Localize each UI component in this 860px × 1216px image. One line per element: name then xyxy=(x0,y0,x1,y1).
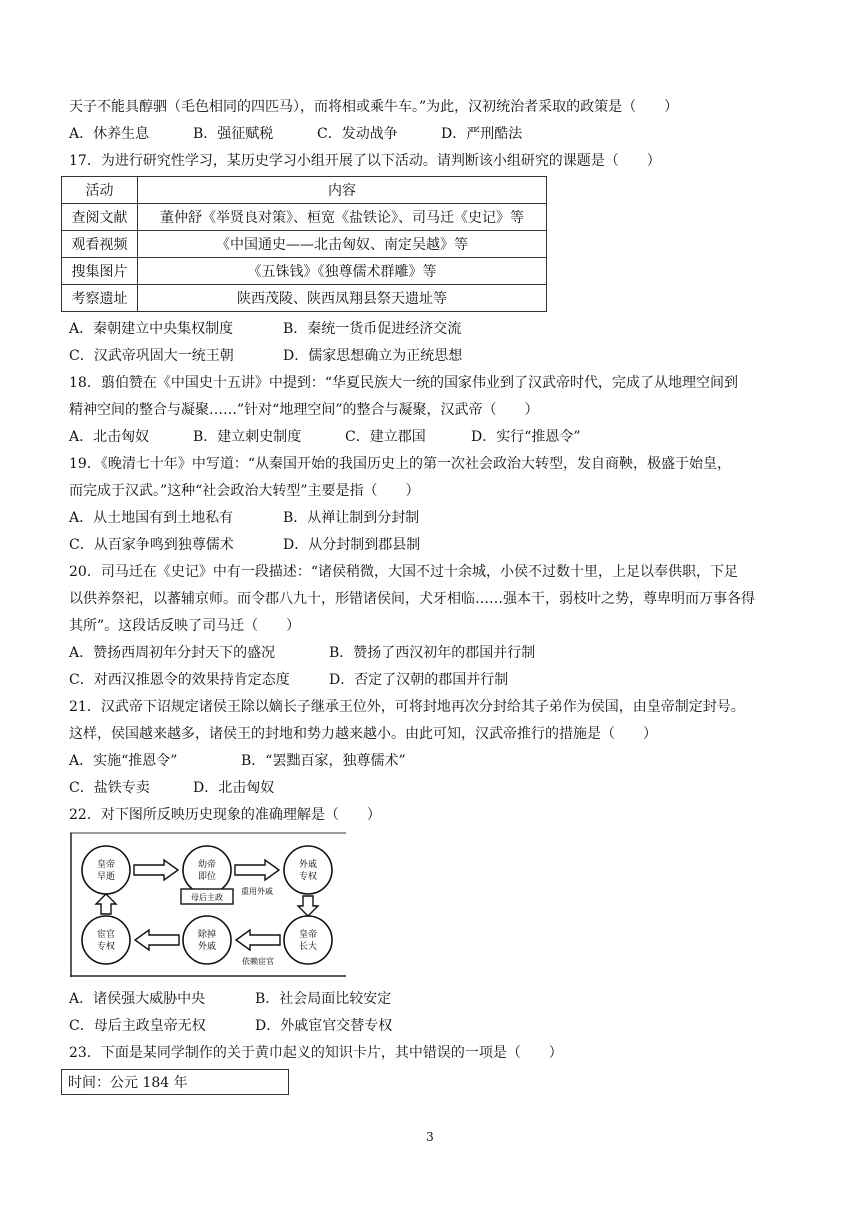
q22-option-a[interactable]: A．诸侯强大威胁中央 xyxy=(69,991,206,1007)
q19-option-c[interactable]: C．从百家争鸣到独尊儒术 xyxy=(69,537,234,553)
table-row xyxy=(62,177,547,204)
arrow-up-icon xyxy=(96,894,116,914)
table-row xyxy=(62,285,547,312)
q19-option-d[interactable]: D．从分封制到郡县制 xyxy=(283,537,421,553)
q17-option-d[interactable]: D．儒家思想确立为正统思想 xyxy=(283,348,463,364)
q18-option-a[interactable]: A．北击匈奴 xyxy=(69,429,150,445)
q22-option-b[interactable]: B．社会局面比较安定 xyxy=(255,991,392,1007)
table-row xyxy=(62,231,547,258)
q21-stem-line1: 21．汉武帝下诏规定诸侯王除以嫡长子继承王位外，可将封地再次分封给其子弟作为侯国，由皇帝制定封号。 xyxy=(69,699,745,715)
q16-option-c[interactable]: C．发动战争 xyxy=(317,126,398,142)
q22-cycle-diagram xyxy=(70,830,346,978)
q20-option-c[interactable]: C．对西汉推恩令的效果持肯定态度 xyxy=(69,672,290,688)
node-consort-kin-power xyxy=(284,846,332,894)
node-label: 即位 xyxy=(197,872,217,882)
table-cell: 《中国通史——北击匈奴、南定吴越》等 xyxy=(138,231,547,258)
table-cell: 考察遗址 xyxy=(62,285,138,312)
q17-table xyxy=(61,176,547,312)
box-label: 母后主政 xyxy=(191,893,223,902)
q19-stem-line2: 而完成于汉武。”这种“社会政治大转型”主要是指（ ） xyxy=(69,483,420,499)
arrow-right-icon xyxy=(134,860,178,880)
empress-regent-box xyxy=(181,889,233,904)
arrow-down-icon xyxy=(298,896,318,916)
node-label: 皇帝 xyxy=(96,860,116,870)
q22-stem: 22．对下图所反映历史现象的准确理解是（ ） xyxy=(69,807,381,823)
table-row xyxy=(62,258,547,285)
node-label: 专权 xyxy=(96,942,116,952)
q20-stem-line2: 以供养祭祀，以蕃辅京师。而令郡八九十，形错诸侯间，犬牙相临……强本干，弱枝叶之势，尊卑明而万事各得 xyxy=(69,591,755,607)
node-remove-consort-kin xyxy=(183,916,231,964)
node-emperor-grows-up xyxy=(284,916,332,964)
q22-option-d[interactable]: D．外戚宦官交替专权 xyxy=(255,1018,393,1034)
node-label: 长大 xyxy=(298,942,318,952)
arrow-label-use-consort-kin: 重用外戚 xyxy=(241,887,273,896)
table-cell: 查阅文献 xyxy=(62,204,138,231)
node-label: 皇帝 xyxy=(298,930,318,940)
q23-knowledge-card: 时间：公元 184 年 xyxy=(61,1069,289,1095)
q17-option-c[interactable]: C．汉武帝巩固大一统王朝 xyxy=(69,348,234,364)
q17-option-b[interactable]: B．秦统一货币促进经济交流 xyxy=(283,321,462,337)
q16-continuation: 天子不能具醇驷（毛色相同的四匹马），而将相或乘牛车。”为此，汉初统治者采取的政策是（ ） xyxy=(69,99,679,115)
q22-option-c[interactable]: C．母后主政皇帝无权 xyxy=(69,1018,206,1034)
q18-stem-line2: 精神空间的整合与凝聚……”针对“地理空间”的整合与凝聚，汉武帝（ ） xyxy=(69,402,539,418)
q20-option-d[interactable]: D．否定了汉朝的郡国并行制 xyxy=(329,672,509,688)
arrow-left-icon xyxy=(135,930,179,950)
node-label: 外戚 xyxy=(197,942,217,952)
node-young-emperor xyxy=(183,846,231,894)
table-cell: 搜集图片 xyxy=(62,258,138,285)
table-cell: 《五铢钱》《独尊儒术群雕》等 xyxy=(138,258,547,285)
node-label: 幼帝 xyxy=(197,860,217,870)
q16-option-b[interactable]: B．强征赋税 xyxy=(193,126,274,142)
node-emperor-early-death xyxy=(82,846,130,894)
q17-option-a[interactable]: A．秦朝建立中央集权制度 xyxy=(69,321,234,337)
node-eunuch-power xyxy=(82,916,130,964)
arrow-left-icon xyxy=(236,930,280,950)
q20-option-b[interactable]: B．赞扬了西汉初年的郡国并行制 xyxy=(329,645,536,661)
q19-option-b[interactable]: B．从禅让制到分封制 xyxy=(283,510,420,526)
q18-option-c[interactable]: C．建立郡国 xyxy=(345,429,426,445)
q23-stem: 23．下面是某同学制作的关于黄巾起义的知识卡片，其中错误的一项是（ ） xyxy=(69,1045,563,1061)
q20-stem-line3: 其所”。这段话反映了司马迁（ ） xyxy=(69,618,301,634)
node-label: 专权 xyxy=(298,872,318,882)
q20-stem-line1: 20．司马迁在《史记》中有一段描述：“诸侯稍微，大国不过十余城，小侯不过数十里，上足以奉供职，下足 xyxy=(69,564,738,580)
q18-option-b[interactable]: B．建立刺史制度 xyxy=(193,429,302,445)
node-label: 宦官 xyxy=(96,930,116,940)
q21-option-d[interactable]: D．北击匈奴 xyxy=(193,780,275,796)
node-label: 早逝 xyxy=(96,872,116,882)
page-number: 3 xyxy=(426,1130,434,1144)
table-header-activity: 活动 xyxy=(62,177,138,204)
q16-option-a[interactable]: A．休养生息 xyxy=(69,126,150,142)
node-label: 外戚 xyxy=(298,860,318,870)
q21-option-b[interactable]: B．“罢黜百家，独尊儒术” xyxy=(241,753,406,769)
table-cell: 董仲舒《举贤良对策》、桓宽《盐铁论》、司马迁《史记》等 xyxy=(138,204,547,231)
q21-stem-line2: 这样，侯国越来越多，诸侯王的封地和势力越来越小。由此可知，汉武帝推行的措施是（ ） xyxy=(69,726,657,742)
q17-stem: 17．为进行研究性学习，某历史学习小组开展了以下活动。请判断该小组研究的课题是（ ） xyxy=(69,153,661,169)
q21-option-c[interactable]: C．盐铁专卖 xyxy=(69,780,150,796)
table-cell: 观看视频 xyxy=(62,231,138,258)
q20-option-a[interactable]: A．赞扬西周初年分封天下的盛况 xyxy=(69,645,276,661)
table-row xyxy=(62,204,547,231)
table-header-content: 内容 xyxy=(138,177,547,204)
arrow-label-rely-eunuchs: 依赖宦官 xyxy=(242,957,274,966)
q18-stem-line1: 18．翦伯赞在《中国史十五讲》中提到：“华夏民族大一统的国家伟业到了汉武帝时代，完成了从地理空间到 xyxy=(69,375,738,391)
q19-option-a[interactable]: A．从土地国有到土地私有 xyxy=(69,510,234,526)
node-label: 除掉 xyxy=(197,930,217,940)
arrow-right-icon xyxy=(235,860,279,880)
q21-option-a[interactable]: A．实施“推恩令” xyxy=(69,753,178,769)
q18-option-d[interactable]: D．实行“推恩令” xyxy=(471,429,581,445)
table-cell: 陕西茂陵、陕西凤翔县祭天遗址等 xyxy=(138,285,547,312)
q16-option-d[interactable]: D．严刑酷法 xyxy=(441,126,523,142)
q19-stem-line1: 19．《晚清七十年》中写道：“从秦国开始的我国历史上的第一次社会政治大转型，发自商鞅，极盛于始皇， xyxy=(69,456,731,472)
